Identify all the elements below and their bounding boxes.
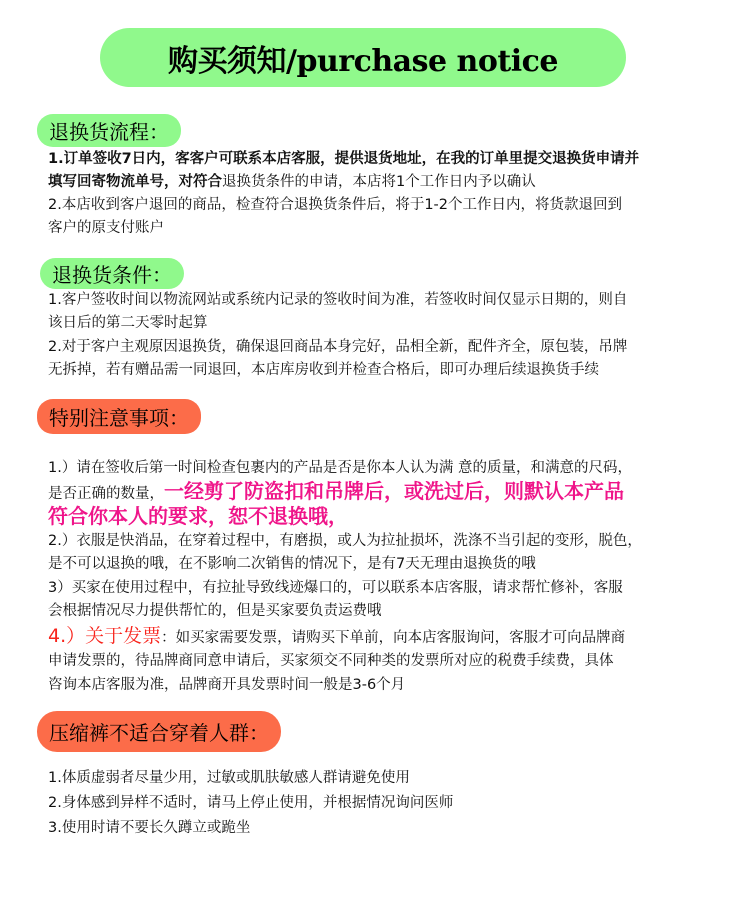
section-heading-special-notes: 特别注意事项： <box>37 399 201 434</box>
text-span: 是否正确的数量， <box>48 486 164 502</box>
text-line: 申请发票的，待品牌商同意申请后，买家须交不同种类的发票所对应的税费手续费，具体 <box>48 653 614 669</box>
text-span: 填写回寄物流单号，对符合 <box>48 174 222 190</box>
text-line: 2.）衣服是快消品，在穿着过程中，有磨损，或人为拉扯损坏，洗涤不当引起的变形，脱色， <box>48 533 642 549</box>
text-line: 2.身体感到异样不适时，请马上停止使用，并根据情况询问医师 <box>48 795 454 811</box>
text-line: 客户的原支付账户 <box>48 220 164 236</box>
section-heading-return-conditions: 退换货条件： <box>40 258 184 289</box>
highlight-warning: 一经剪了防盗扣和吊牌后，或洗过后，则默认本产品 <box>164 479 624 503</box>
text-line: 是不可以退换的哦，在不影响二次销售的情况下，是有7天无理由退换货的哦 <box>48 556 536 572</box>
text-line: 1.客户签收时间以物流网站或系统内记录的签收时间为准，若签收时间仅显示日期的，则自 <box>48 292 628 308</box>
section-heading-unsuitable-groups: 压缩裤不适合穿着人群： <box>37 711 281 752</box>
text-line: 咨询本店客服为准，品牌商开具发票时间一般是3-6个月 <box>48 677 406 693</box>
text-line: 无拆掉，若有赠品需一同退回，本店库房收到并检查合格后，即可办理后续退换货手续 <box>48 362 599 378</box>
text-line: 1.体质虚弱者尽量少用，过敏或肌肤敏感人群请避免使用 <box>48 770 410 786</box>
invoice-label: 4.）关于发票 <box>48 625 162 647</box>
text-line: 1.订单签收7日内，客客户可联系本店客服，提供退货地址，在我的订单里提交退换货申请并 <box>48 151 640 167</box>
text-line: 1.）请在签收后第一时间检查包裹内的产品是否是你本人认为满 意的质量，和满意的尺码， <box>48 460 632 476</box>
text-line <box>48 626 625 648</box>
text-line: 该日后的第二天零时起算 <box>48 315 208 331</box>
text-line: 3.使用时请不要长久蹲立或跪坐 <box>48 820 251 836</box>
text-line <box>48 172 536 192</box>
text-line: 会根据情况尽力提供帮忙的，但是买家要负责运费哦 <box>48 603 382 619</box>
text-line <box>48 481 624 504</box>
text-line: 2.本店收到客户退回的商品，检查符合退换货条件后，将于1-2个工作日内，将货款退回到 <box>48 197 623 213</box>
text-span: 退换货条件的申请，本店将1个工作日内予以确认 <box>222 174 536 190</box>
page-title: 购买须知/purchase notice <box>100 28 626 87</box>
text-line: 2.对于客户主观原因退换货，确保退回商品本身完好，品相全新，配件齐全，原包装，吊牌 <box>48 339 628 355</box>
highlight-warning: 符合你本人的要求，恕不退换哦， <box>48 504 348 528</box>
text-span: ：如买家需要发票，请购买下单前，向本店客服询问，客服才可向品牌商 <box>161 630 626 646</box>
text-line: 3）买家在使用过程中，有拉扯导致线迹爆口的，可以联系本店客服，请求帮忙修补，客服 <box>48 580 623 596</box>
section-heading-return-process: 退换货流程： <box>37 114 181 147</box>
